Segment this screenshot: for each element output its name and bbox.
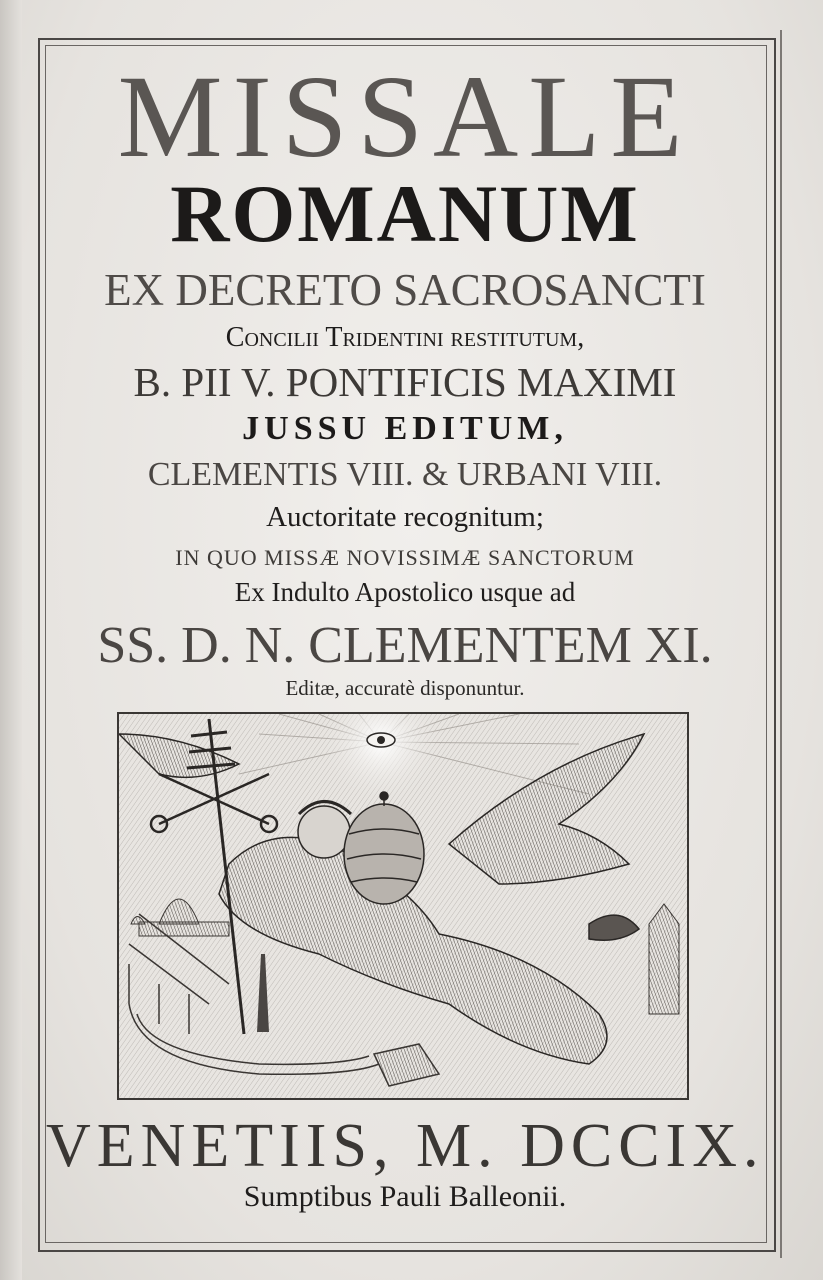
subtitle-editae: Editæ, accuratè disponuntur. — [285, 676, 525, 700]
tower — [649, 904, 679, 1014]
subtitle-concilii: Concilii Tridentini restitutum, — [225, 322, 585, 353]
subtitle-indulto: Ex Indulto Apostolico usque ad — [234, 577, 576, 607]
imprint-publisher: Sumptibus Pauli Balleonii. — [243, 1180, 567, 1213]
subtitle-auctoritate: Auctoritate recognitum; — [266, 501, 544, 533]
subtitle-decreto: EX DECRETO SACROSANCTI — [104, 265, 706, 315]
subtitle-clementem: SS. D. N. CLEMENTEM XI. — [97, 617, 713, 674]
title-romanum: ROMANUM — [170, 168, 640, 259]
page-edge-line — [780, 30, 782, 1258]
imprint-place-date: VENETIIS, M. DCCIX. — [46, 1112, 765, 1180]
title-missale: MISSALE — [117, 51, 693, 182]
engraving-illustration — [119, 714, 687, 1098]
subtitle-missae: IN QUO MISSÆ NOVISSIMÆ SANCTORUM — [175, 545, 635, 570]
book-spine-shadow — [0, 0, 22, 1280]
subtitle-jussu: JUSSU EDITUM, — [242, 410, 568, 447]
subtitle-clementis: CLEMENTIS VIII. & URBANI VIII. — [147, 456, 663, 493]
eye-of-providence-icon — [367, 733, 395, 747]
frontispiece-engraving — [117, 712, 689, 1100]
subtitle-pii: B. PII V. PONTIFICIS MAXIMI — [133, 359, 677, 405]
